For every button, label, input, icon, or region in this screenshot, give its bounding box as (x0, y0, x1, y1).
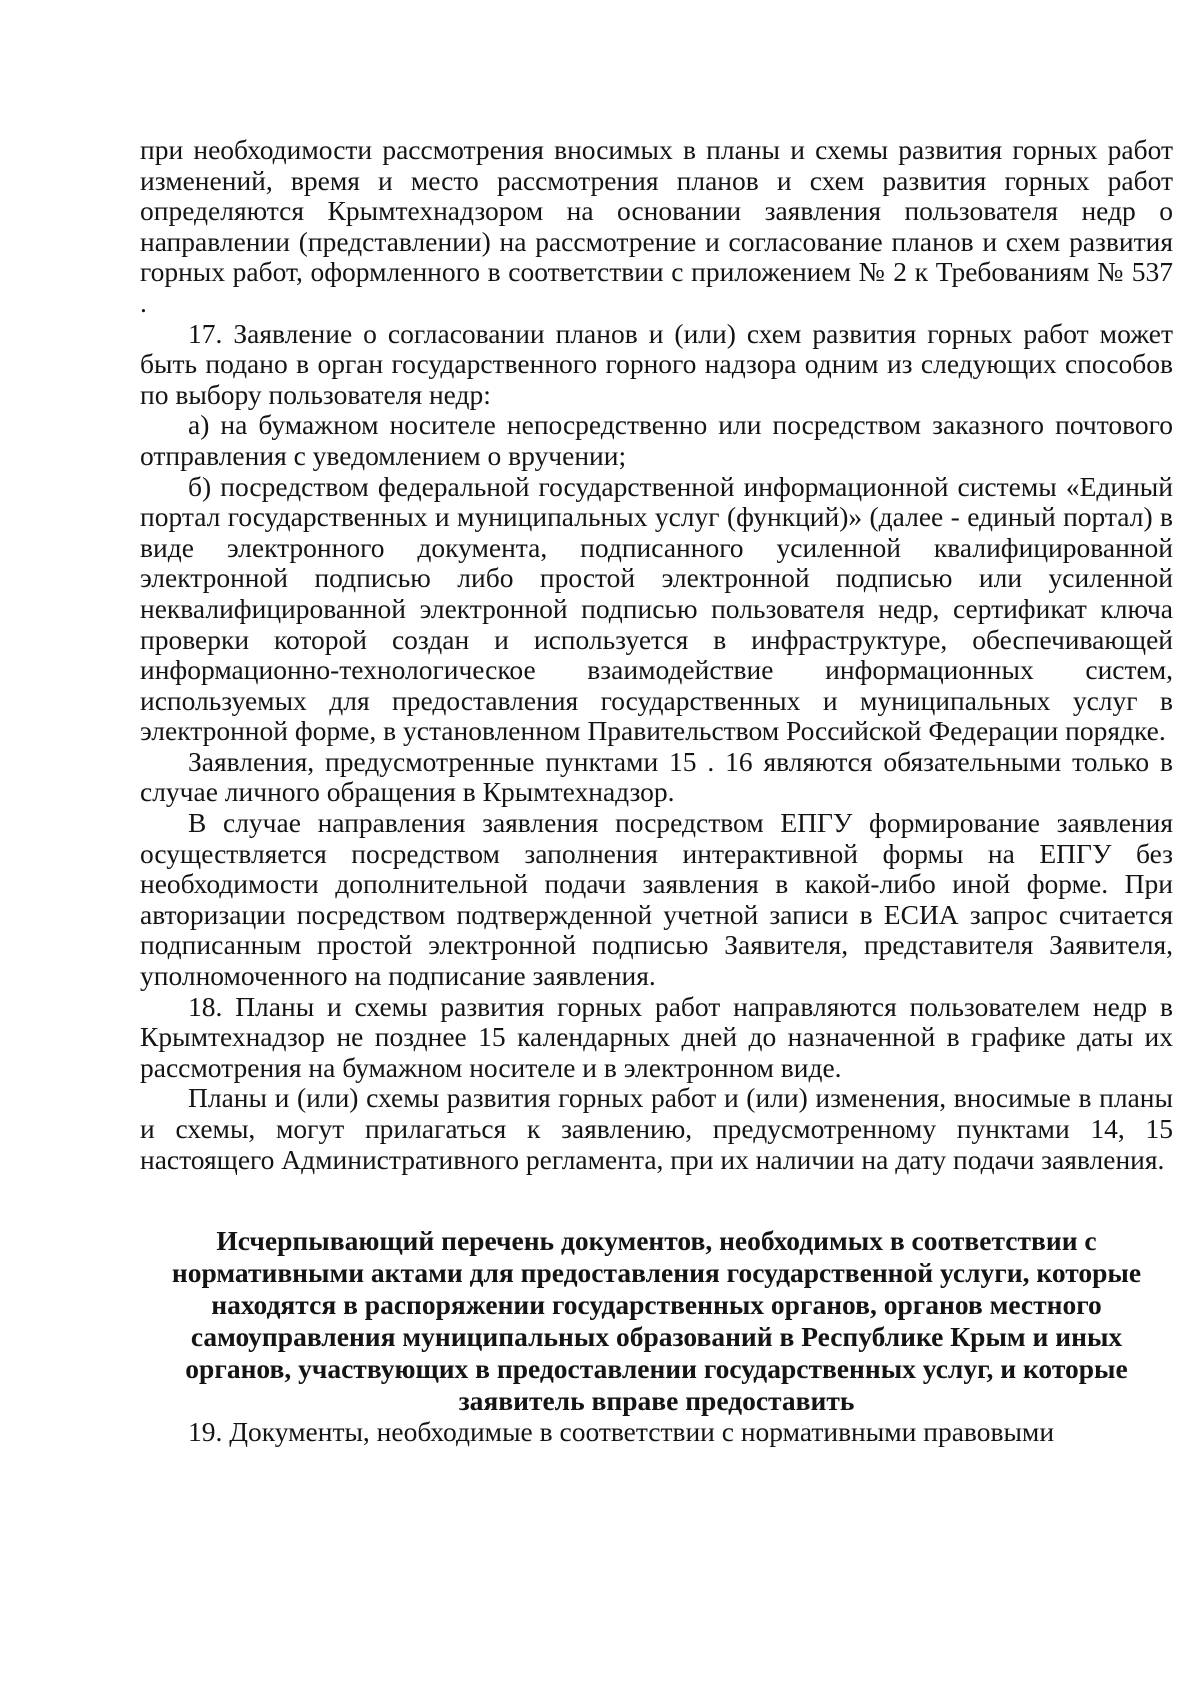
paragraph-plans: Планы и (или) схемы развития горных работ и (или) изменения, вносимые в планы и схемы, могут прилагаться к заявлению, предусмотренному пунктами 14, 15 настоящего Административного регламента, при их наличии на дату подачи заявления. (140, 1082, 1173, 1175)
paragraph-continuation: при необходимости рассмотрения вносимых в планы и схемы развития горных работ изменений, время и место рассмотрения планов и схем развития горных работ определяются Крымтехнадзором на основании заявления пользователя недр о направлении (представлении) на рассмотрение и согласование планов и схем развития горных работ, оформленного в соответствии с приложением № 2 к Требованиям № 537 . (140, 134, 1173, 318)
paragraph-epgu: В случае направления заявления посредством ЕПГУ формирование заявления осуществляется посредством заполнения интерактивной формы на ЕПГУ без необходимости дополнительной подачи заявления в какой-либо иной форме. При авторизации посредством подтвержденной учетной записи в ЕСИА запрос считается подписанным простой электронной подписью Заявителя, представителя Заявителя, уполномоченного на подписание заявления. (140, 807, 1173, 992)
paragraph-17-b: б) посредством федеральной государственной информационной системы «Единый портал государственных и муниципальных услуг (функций)» (далее - единый портал) в виде электронного документа, подписанного усиленной квалифицированной электронной подписью либо простой электронной подписью или усиленной неквалифицированной электронной подписью пользователя недр, сертификат ключа проверки которой создан и используется в инфраструктуре, обеспечивающей информационно-технологическое взаимодействие информационных систем, используемых для предоставления государственных и муниципальных услуг в электронной форме, в установленном Правительством Российской Федерации порядке. (140, 470, 1173, 747)
paragraph-18: 18. Планы и схемы развития горных работ направляются пользователем недр в Крымтехнадзор не позднее 15 календарных дней до назначенной в графике даты их рассмотрения на бумажном носителе и в электронном виде. (140, 990, 1173, 1083)
paragraph-19: 19. Документы, необходимые в соответствии с нормативными правовыми (188, 1416, 1055, 1448)
section-heading: Исчерпывающий перечень документов, необходимых в соответствии с нормативными актами для предоставления государственной услуги, которые находятся в распоряжении государственных органов, органов местного самоуправления муниципальных образований в Республике Крым и иных органов, участвующих в предоставлении государственных услуг, и которые заявитель вправе предоставить (171, 1225, 1142, 1417)
paragraph-17: 17. Заявление о согласовании планов и (или) схем развития горных работ может быть подано в орган государственного горного надзора одним из следующих способов по выбору пользователя недр: (140, 317, 1173, 410)
paragraph-17-a: а) на бумажном носителе непосредственно или посредством заказного почтового отправления с уведомлением о вручении; (140, 409, 1173, 471)
document-page (140, 135, 1173, 1448)
paragraph-applications: Заявления, предусмотренные пунктами 15 . 16 являются обязательными только в случае личного обращения в Крымтехнадзор. (140, 745, 1173, 808)
